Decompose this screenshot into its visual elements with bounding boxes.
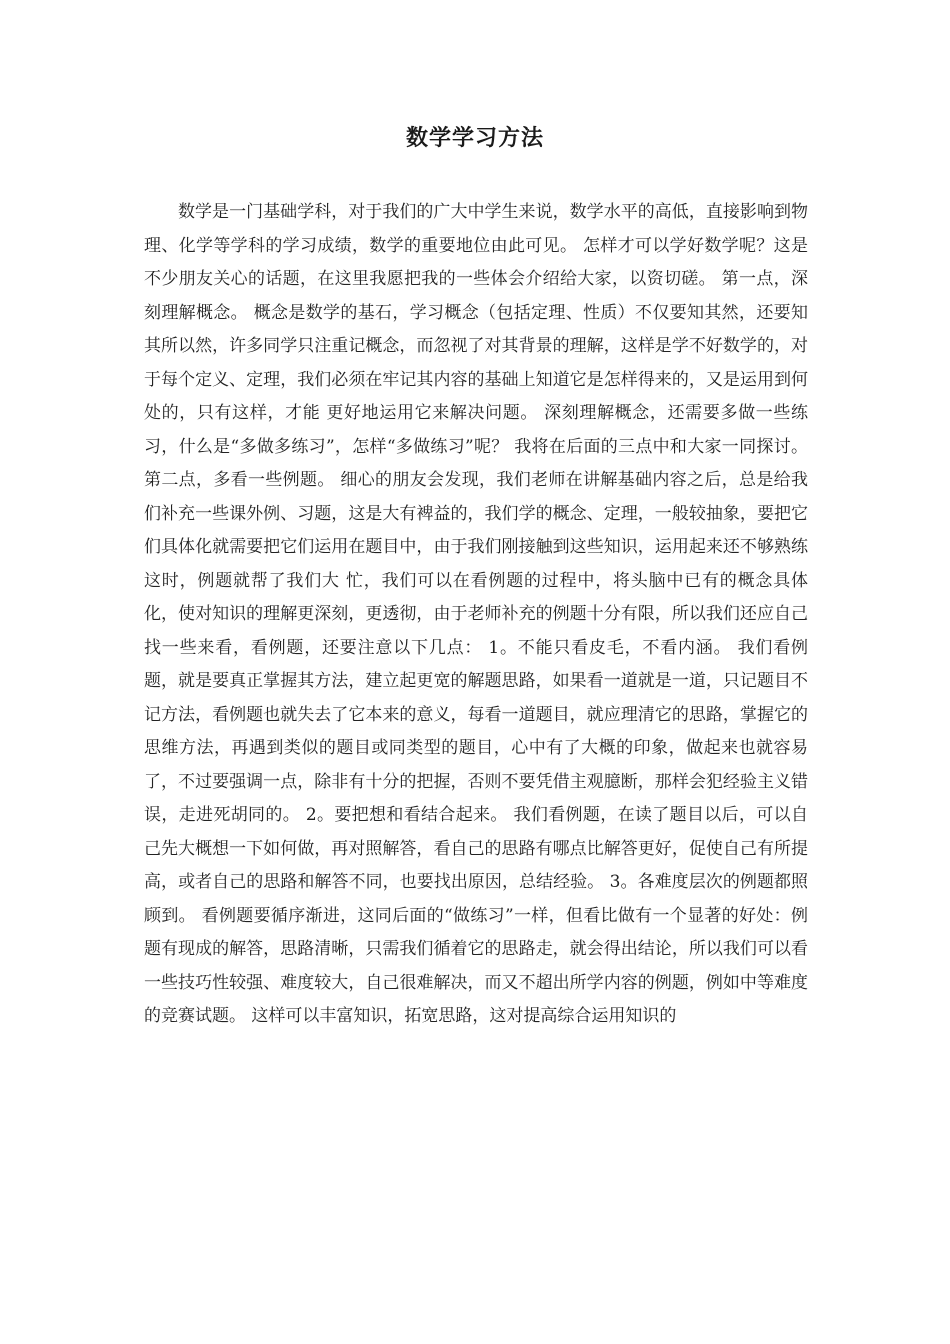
document-title: 数学学习方法 (405, 125, 544, 151)
document-body-paragraph: 数学是一门基础学科，对于我们的广大中学生来说，数学水平的高低，直接影响到物理、化学等学科的学习成绩，数学的重要地位由此可见。 怎样才可以学好数学呢？这是不少朋友关心的话题，在这里我愿把我的一些体会介绍给大家，以资切磋。 第一点，深刻理解概念。 概念是数学的基石，学习概念（包括定理、性质）不仅要知其然，还要知其所以然，许多同学只注重记概念，而忽视了对其背景的理解，这样是学不好数学的，对于每个定义、定理，我们必须在牢记其内容的基础上知道它是怎样得来的，又是运用到何处的，只有这样，才能 更好地运用它来解决问题。 深刻理解概念，还需要多做一些练习，什么是“多做多练习”，怎样“多做练习”呢？ 我将在后面的三点中和大家一同探讨。 第二点，多看一些例题。 细心的朋友会发现，我们老师在讲解基础内容之后，总是给我们补充一些课外例、习题，这是大有裨益的，我们学的概念、定理，一般较抽象，要把它们具体化就需要把它们运用在题目中，由于我们刚接触到这些知识，运用起来还不够熟练这时，例题就帮了我们大 忙，我们可以在看例题的过程中，将头脑中已有的概念具体化，使对知识的理解更深刻，更透彻，由于老师补充的例题十分有限，所以我们还应自己找一些来看，看例题，还要注意以下几点： 1。不能只看皮毛，不看内涵。 我们看例题，就是要真正掌握其方法，建立起更宽的解题思路，如果看一道就是一道，只记题目不记方法，看例题也就失去了它本来的意义，每看一道题目，就应理清它的思路，掌握它的思维方法，再遇到类似的题目或同类型的题目，心中有了大概的印象，做起来也就容易 了，不过要强调一点，除非有十分的把握，否则不要凭借主观臆断，那样会犯经验主义错误，走进死胡同的。 2。要把想和看结合起来。 我们看例题，在读了题目以后，可以自己先大概想一下如何做，再对照解答，看自己的思路有哪点比解答更好，促使自己有所提高，或者自己的思路和解答不同，也要找出原因，总结经验。 3。各难度层次的例题都照顾到。 看例题要循序渐进，这同后面的“做练习”一样，但看比做有一个显著的好处：例题有现成的解答，思路清晰，只需我们循着它的思路走，就会得出结论，所以我们可以看一些技巧性较强、难度较大，自己很难解决，而又不超出所学内容的例题，例如中等难度的竞赛试题。 这样可以丰富知识，拓宽思路，这对提高综合运用知识的 (144, 202, 808, 1026)
